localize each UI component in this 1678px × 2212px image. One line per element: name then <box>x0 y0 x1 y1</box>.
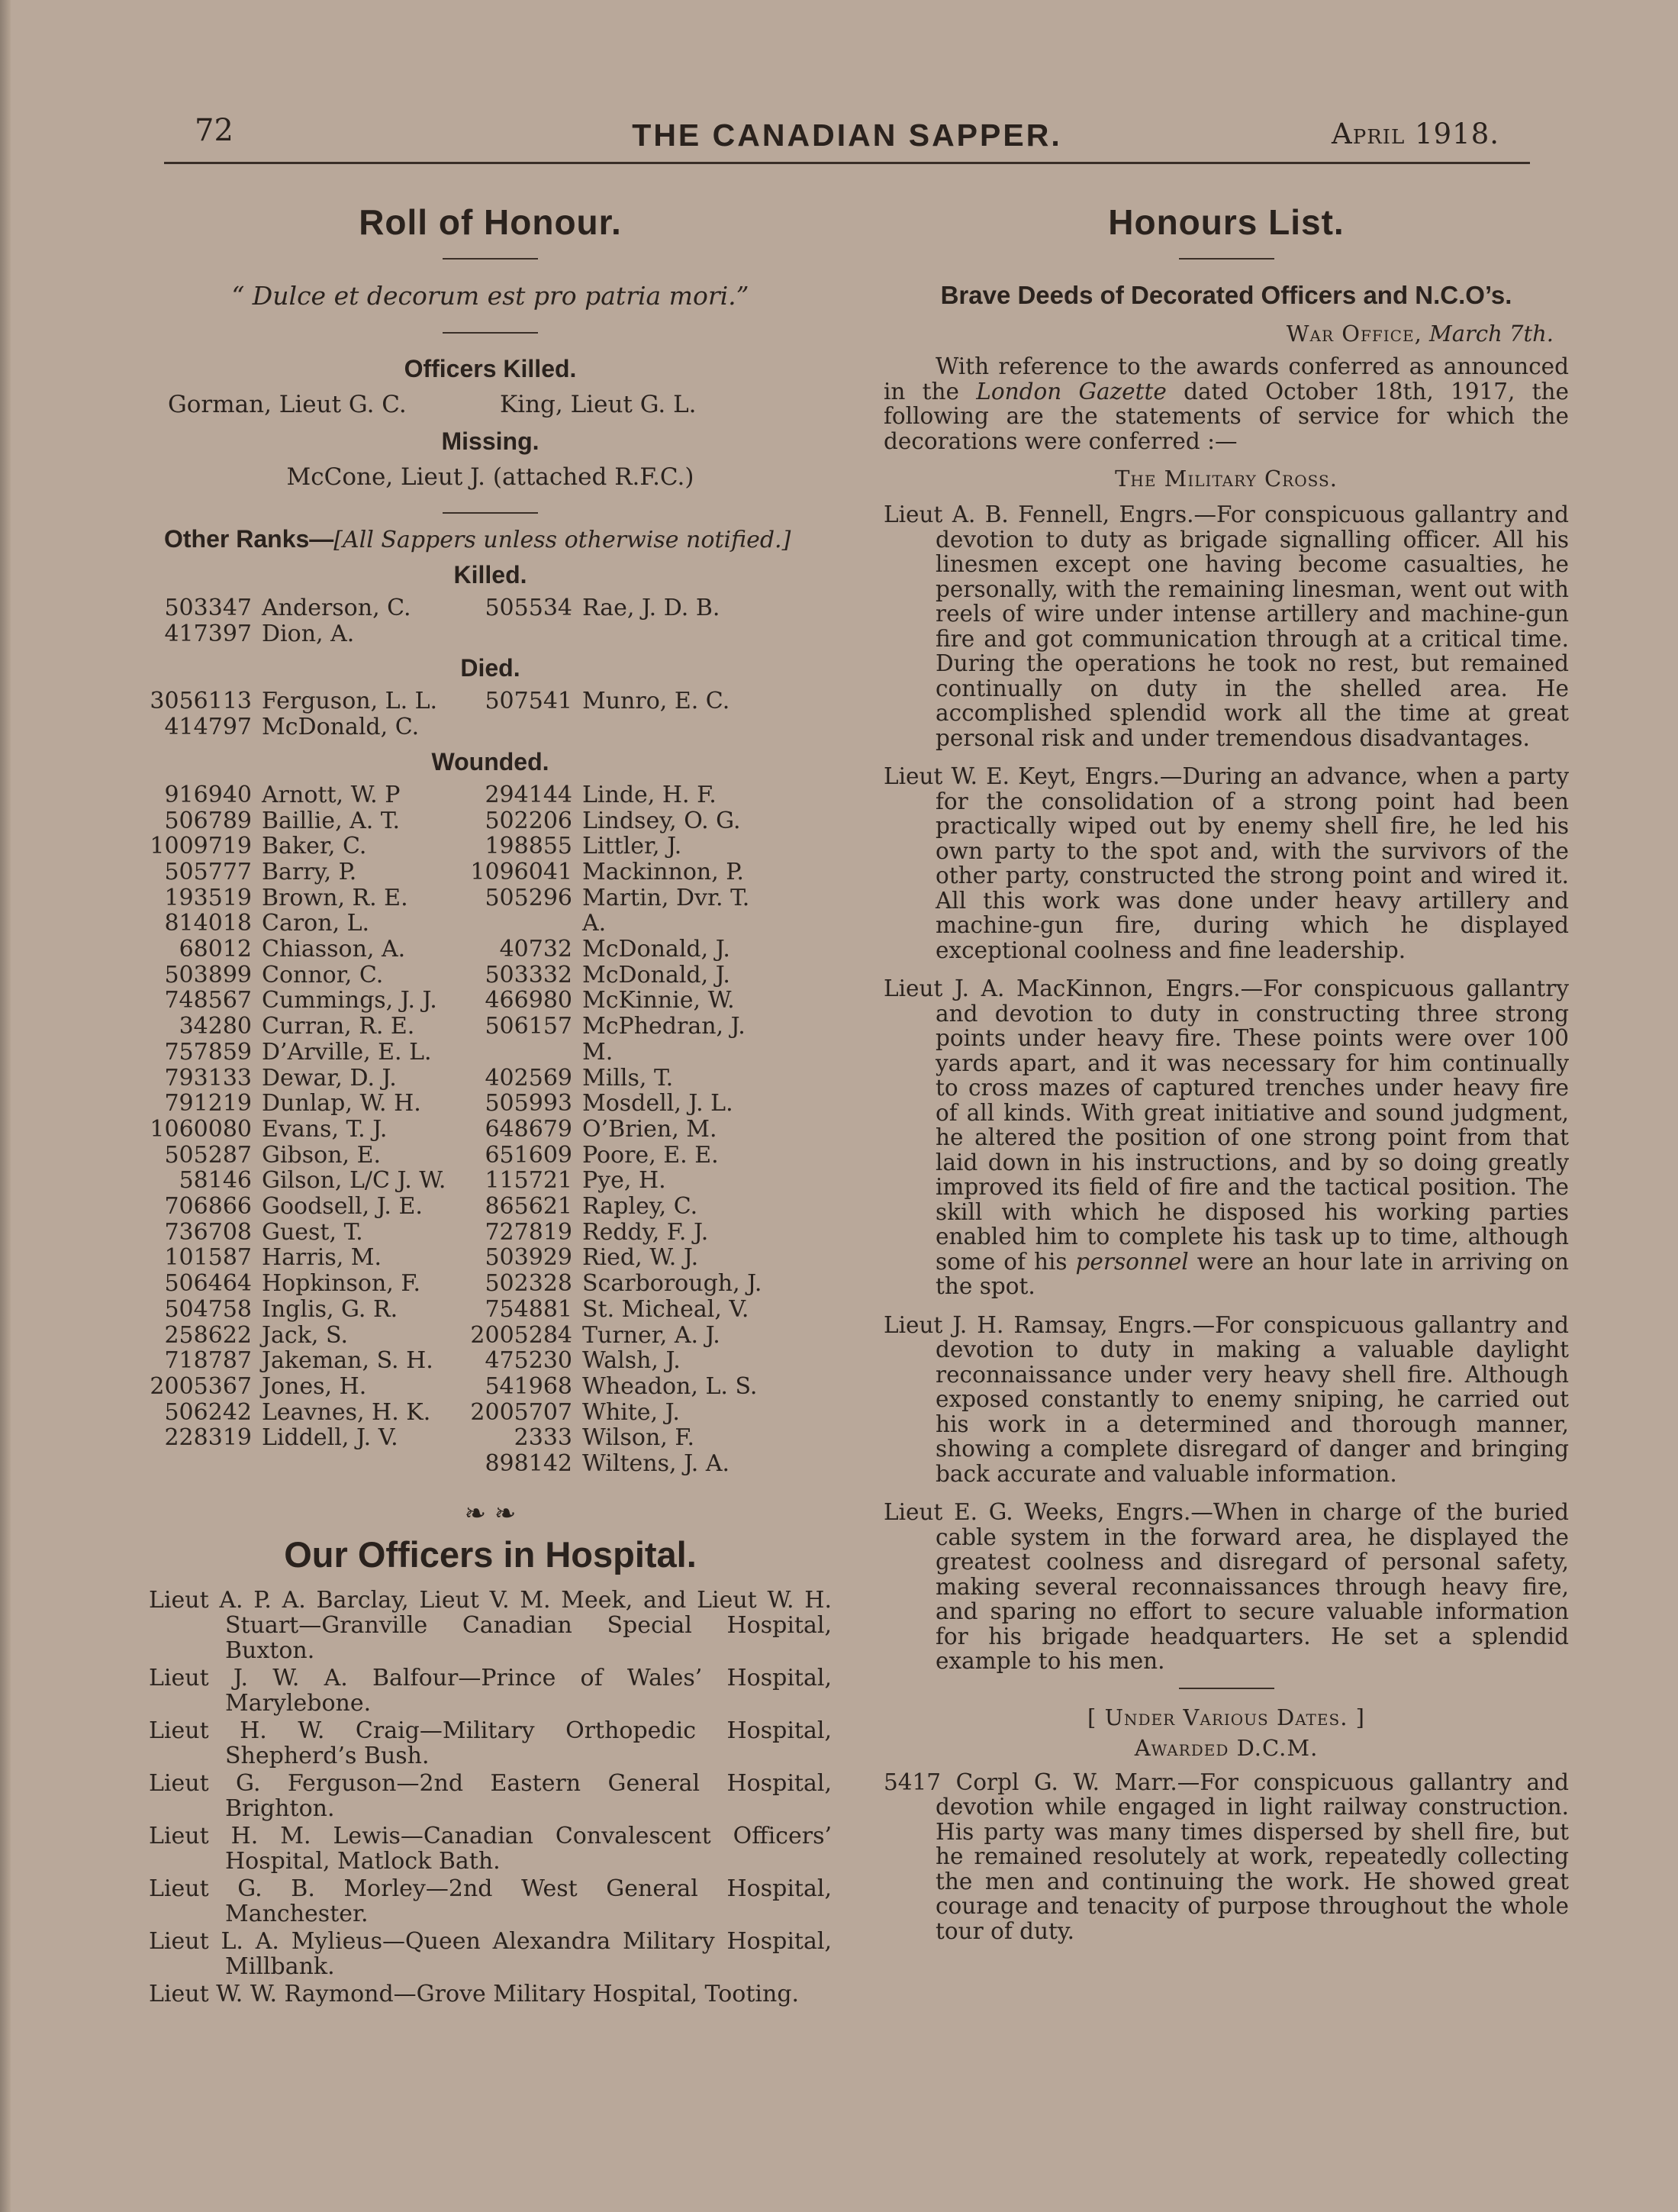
casualty-entry <box>149 1194 469 1220</box>
regimental-number: 791219 <box>164 1090 252 1117</box>
honours-list-title: Honours List. <box>1108 202 1345 242</box>
casualty-name: Guest, T. <box>262 1218 363 1246</box>
regimental-number: 505534 <box>485 595 572 621</box>
casualty-name: Arnott, W. P <box>262 781 401 808</box>
regimental-number: 865621 <box>485 1193 572 1220</box>
casualty-name: Cummings, J. J. <box>262 987 437 1014</box>
regimental-number: 40732 <box>499 936 572 963</box>
regimental-number: 417397 <box>164 620 252 647</box>
citation: Lieut W. E. Keyt, Engrs.—During an advance, when a party for the consolidation of a strong point had been practically wiped out by enemy shell fire, he led his own party to the spot and, with the survivors of the other party, constructed the strong point and wired it. All this work was done under heavy artillery and machine-gun fire, during which he displayed exceptional coolness and fine leadership. <box>884 763 1569 963</box>
casualty-name: Dunlap, W. H. <box>262 1090 421 1117</box>
regimental-number: 115721 <box>485 1167 572 1195</box>
died-list <box>149 688 832 740</box>
regimental-number: 898142 <box>485 1450 572 1478</box>
casualty-name: Jakeman, S. H. <box>262 1347 433 1375</box>
regimental-number: 506157 <box>485 1013 572 1040</box>
casualty-name: Reddy, F. J. <box>582 1218 709 1246</box>
regimental-number: 648679 <box>485 1115 572 1143</box>
wounded-list-left <box>149 782 469 1477</box>
regimental-number: 2005284 <box>470 1321 572 1349</box>
casualty-name: McDonald, C. <box>262 714 420 741</box>
regimental-number: 193519 <box>164 884 252 911</box>
casualty-name: Caron, L. <box>262 910 370 937</box>
casualty-name: Wheadon, L. S. <box>582 1372 758 1400</box>
regimental-number: 505287 <box>164 1141 252 1169</box>
casualty-entry <box>469 859 775 885</box>
war-office-date: March 7th. <box>1429 321 1554 347</box>
casualty-name: Anderson, C. <box>262 595 411 621</box>
regimental-number: 402569 <box>485 1064 572 1091</box>
regimental-number: 466980 <box>485 987 572 1014</box>
casualty-name: Littler, J. <box>582 833 682 860</box>
regimental-number: 1009719 <box>150 833 252 860</box>
casualty-name: Liddell, J. V. <box>262 1424 398 1452</box>
hospital-entry: Lieut A. P. A. Barclay, Lieut V. M. Meek, and Lieut W. H. Stuart—Granville Canadian Special Hospital, Buxton. <box>149 1586 832 1664</box>
casualty-entry <box>469 1245 775 1271</box>
regimental-number: 506464 <box>164 1270 252 1298</box>
casualty-entry <box>469 885 775 937</box>
regimental-number: 757859 <box>164 1038 252 1066</box>
regimental-number: 68012 <box>179 936 252 963</box>
casualty-entry <box>149 1271 469 1297</box>
regimental-number: 793133 <box>164 1064 252 1091</box>
casualty-entry <box>469 688 775 714</box>
casualty-name: McDonald, J. <box>582 961 730 988</box>
casualty-entry <box>469 1323 775 1349</box>
casualty-name: Jones, H. <box>262 1372 367 1400</box>
page-header <box>164 113 1530 164</box>
officers-killed-heading: Officers Killed. <box>404 355 577 382</box>
casualty-entry <box>469 1220 775 1246</box>
regimental-number: 503347 <box>164 595 252 621</box>
casualty-entry <box>149 1245 469 1271</box>
casualty-entry <box>469 1400 775 1426</box>
casualty-name: White, J. <box>582 1398 680 1426</box>
casualty-entry <box>149 937 469 963</box>
casualty-name: St. Micheal, V. <box>582 1295 749 1323</box>
casualty-entry <box>469 1451 775 1477</box>
citation-italic: personnel <box>1075 1248 1189 1275</box>
issue-date: April 1918. <box>1331 118 1499 150</box>
right-column <box>884 183 1569 1957</box>
casualty-name: Rae, J. D. B. <box>582 595 720 621</box>
brave-deeds-subtitle: Brave Deeds of Decorated Officers and N.C.O’s. <box>940 281 1512 309</box>
casualty-entry <box>469 1168 775 1194</box>
casualty-entry <box>149 1168 469 1194</box>
casualty-entry <box>149 859 469 885</box>
regimental-number: 651609 <box>485 1141 572 1169</box>
hospital-entry: Lieut J. W. A. Balfour—Prince of Wales’ Hospital, Marylebone. <box>149 1664 832 1717</box>
missing-heading: Missing. <box>441 427 539 455</box>
casualty-entry <box>149 1400 469 1426</box>
regimental-number: 475230 <box>485 1347 572 1375</box>
casualty-name: McDonald, J. <box>582 936 730 963</box>
officer-name: Gorman, Lieut G. C. <box>168 391 407 418</box>
casualty-name: O’Brien, M. <box>582 1115 717 1143</box>
regimental-number: 503929 <box>485 1244 572 1272</box>
casualty-name: D’Arville, E. L. <box>262 1038 432 1066</box>
citation: Lieut A. B. Fennell, Engrs.—For conspicuous gallantry and devotion to duty as brigade signalling officer. All his linesmen except one having become casualties, he personally, with the remaining linesman, went out with reels of wire under intense artillery and machine-gun fire and got communication through at a critical time. During the operations he took no rest, but remained continually on duty in the shelled area. He accomplished splendid work all the time at great personal risk and under tremendous disadvantages. <box>884 501 1569 751</box>
killed-list-right <box>469 595 775 647</box>
citation: 5417 Corpl G. W. Marr.—For conspicuous gallantry and devotion while engaged in light railway construction. His party was many times dispersed by shell fire, but he remained resolutely at work, repeatedly collecting the men and continuing the work. He showed great courage and tenacity of purpose throughout the whole tour of duty. <box>884 1769 1569 1944</box>
casualty-name: Ried, W. J. <box>582 1244 699 1272</box>
casualty-name: Baker, C. <box>262 833 367 860</box>
casualty-entry <box>469 1066 775 1091</box>
casualty-entry <box>469 1143 775 1169</box>
ornament-icon: ❧ ❧ <box>464 1498 517 1529</box>
casualty-name: Wilson, F. <box>582 1424 695 1452</box>
casualty-name: Gibson, E. <box>262 1141 382 1169</box>
regimental-number: 506242 <box>164 1398 252 1426</box>
hospital-entry: Lieut W. W. Raymond—Grove Military Hospital, Tooting. <box>149 1980 800 2007</box>
casualty-name: Scarborough, J. <box>582 1270 762 1298</box>
casualty-entry <box>149 1040 469 1066</box>
casualty-entry <box>149 963 469 988</box>
casualty-name: Inglis, G. R. <box>262 1295 398 1323</box>
casualty-name: Harris, M. <box>262 1244 382 1272</box>
regimental-number: 101587 <box>164 1244 252 1272</box>
casualty-name: Mackinnon, P. <box>582 858 744 885</box>
casualty-name: Gilson, L/C J. W. <box>262 1167 446 1195</box>
regimental-number: 2005707 <box>470 1398 572 1426</box>
regimental-number: 34280 <box>179 1013 252 1040</box>
casualty-entry <box>469 1194 775 1220</box>
casualty-entry <box>469 1425 775 1451</box>
casualty-name: Poore, E. E. <box>582 1141 719 1169</box>
casualty-entry <box>149 595 469 621</box>
died-list-left <box>149 688 469 740</box>
gazette-name: London Gazette <box>976 378 1167 405</box>
regimental-number: 754881 <box>485 1295 572 1323</box>
regimental-number: 736708 <box>164 1218 252 1246</box>
casualty-entry <box>149 1374 469 1400</box>
divider <box>1179 258 1274 260</box>
war-office-dateline <box>884 321 1554 347</box>
casualty-entry <box>149 911 469 937</box>
died-list-right <box>469 688 775 740</box>
casualty-entry <box>149 621 469 647</box>
casualty-entry <box>469 963 775 988</box>
casualty-name: Mills, T. <box>582 1064 674 1091</box>
casualty-entry <box>469 1297 775 1323</box>
killed-list-left <box>149 595 469 647</box>
regimental-number: 505296 <box>485 884 572 911</box>
casualty-name: McPhedran, J. M. <box>582 1013 746 1066</box>
intro-text: With reference to the awards conferred as announced in the <box>884 353 1569 405</box>
other-ranks-note: [All Sappers unless otherwise notified.] <box>333 527 791 553</box>
casualty-entry <box>149 1066 469 1091</box>
regimental-number: 1096041 <box>470 858 572 885</box>
casualty-entry <box>149 988 469 1014</box>
casualty-entry <box>149 1323 469 1349</box>
casualty-entry <box>149 1220 469 1246</box>
casualty-entry <box>149 1425 469 1451</box>
various-dates-heading: [ Under Various Dates. ] <box>1087 1704 1365 1730</box>
citation: Lieut J. H. Ramsay, Engrs.—For conspicuous gallantry and devotion to duty in making a valuable daylight reconnaissance under very heavy shell fire. Although exposed constantly to enemy sniping, he carried out his work in a determined and thorough manner, showing a complete disregard of danger and bringing back accurate and valuable information. <box>884 1311 1569 1487</box>
casualty-name: Baillie, A. T. <box>262 807 401 834</box>
casualty-name: Rapley, C. <box>582 1193 698 1220</box>
regimental-number: 718787 <box>164 1347 252 1375</box>
casualty-name: Linde, H. F. <box>582 781 717 808</box>
casualty-entry <box>469 808 775 834</box>
hospital-entry: Lieut H. W. Craig—Military Orthopedic Hospital, Shepherd’s Bush. <box>149 1717 832 1769</box>
roll-of-honour-title: Roll of Honour. <box>359 202 622 242</box>
casualty-name: Dewar, D. J. <box>262 1064 397 1091</box>
casualty-entry <box>469 988 775 1014</box>
casualty-entry <box>469 782 775 808</box>
hospital-entry: Lieut L. A. Mylieus—Queen Alexandra Military Hospital, Millbank. <box>149 1927 832 1980</box>
regimental-number: 414797 <box>164 714 252 741</box>
awarded-dcm-heading: Awarded D.C.M. <box>1134 1734 1319 1761</box>
regimental-number: 727819 <box>485 1218 572 1246</box>
regimental-number: 916940 <box>164 781 252 808</box>
casualty-entry <box>149 1014 469 1040</box>
hospital-entry: Lieut G. B. Morley—2nd West General Hospital, Manchester. <box>149 1875 832 1927</box>
casualty-name: Leavnes, H. K. <box>262 1398 431 1426</box>
casualty-entry <box>469 1271 775 1297</box>
page-edge <box>0 0 11 2212</box>
casualty-entry <box>149 808 469 834</box>
citation: Lieut E. G. Weeks, Engrs.—When in charge of the buried cable system in the forward area, he displayed the greatest coolness and disregard of personal safety, making several reconnaissances through heavy fire, and sparing no effort to secure valuable information for his brigade headquarters. He set a splendid example to his men. <box>884 1499 1569 1674</box>
casualty-entry <box>149 1091 469 1117</box>
regimental-number: 505993 <box>485 1090 572 1117</box>
casualty-entry <box>149 1297 469 1323</box>
officers-killed-list <box>149 389 832 420</box>
regimental-number: 507541 <box>485 688 572 715</box>
other-ranks-label: Other Ranks— <box>164 525 334 553</box>
regimental-number: 3056113 <box>150 688 252 715</box>
casualty-name: Mosdell, J. L. <box>582 1090 733 1117</box>
hospital-title: Our Officers in Hospital. <box>284 1533 697 1575</box>
page-number: 72 <box>195 113 234 148</box>
casualty-name: Brown, R. E. <box>262 884 408 911</box>
regimental-number: 2005367 <box>150 1372 252 1400</box>
regimental-number: 748567 <box>164 987 252 1014</box>
casualty-name: Hopkinson, F. <box>262 1270 421 1298</box>
casualty-entry <box>149 1117 469 1143</box>
casualty-entry <box>149 1143 469 1169</box>
casualty-name: Connor, C. <box>262 961 384 988</box>
casualty-name: Lindsey, O. G. <box>582 807 741 834</box>
casualty-entry <box>149 714 469 740</box>
citation <box>884 976 1569 1299</box>
casualty-name: Pye, H. <box>582 1167 666 1195</box>
casualty-entry <box>469 834 775 859</box>
regimental-number: 502206 <box>485 807 572 834</box>
missing-entry: McCone, Lieut J. (attached R.F.C.) <box>286 463 694 491</box>
regimental-number: 58146 <box>179 1167 252 1195</box>
casualty-entry <box>149 834 469 859</box>
regimental-number: 504758 <box>164 1295 252 1323</box>
wounded-list <box>149 782 832 1477</box>
casualty-entry <box>469 595 775 621</box>
casualty-name: Walsh, J. <box>582 1347 681 1375</box>
casualty-name: Goodsell, J. E. <box>262 1193 423 1220</box>
regimental-number: 258622 <box>164 1321 252 1349</box>
regimental-number: 198855 <box>485 833 572 860</box>
casualty-entry <box>469 1348 775 1374</box>
regimental-number: 503332 <box>485 961 572 988</box>
divider <box>443 512 538 514</box>
citation-text: Lieut J. A. MacKinnon, Engrs.—For conspicuous gallantry and devotion to duty in constructing three strong points under heavy fire. These points were over 100 yards apart, and it was necessary for him continually to cross mazes of captured trenches under heavy fire of all kinds. With great initiative and sound judgment, he altered the position of one strong point from that laid down in his instructions, and by so doing greatly improved its field of fire and the tactical position. The skill with which he disposed his working parties enabled him to complete his task up to time, although some of his <box>884 975 1569 1275</box>
regimental-number: 814018 <box>164 910 252 937</box>
other-ranks-heading <box>164 524 832 553</box>
divider <box>443 332 538 334</box>
casualty-entry <box>469 937 775 963</box>
casualty-entry <box>149 688 469 714</box>
casualty-name: Ferguson, L. L. <box>262 688 438 715</box>
casualty-entry <box>469 1374 775 1400</box>
killed-heading: Killed. <box>453 561 527 588</box>
regimental-number: 505777 <box>164 858 252 885</box>
casualty-name: Chiasson, A. <box>262 936 406 963</box>
regimental-number: 1060080 <box>150 1115 252 1143</box>
regimental-number: 294144 <box>485 781 572 808</box>
casualty-name: Martin, Dvr. T. A. <box>582 884 750 937</box>
regimental-number: 502328 <box>485 1270 572 1298</box>
divider <box>1179 1688 1274 1689</box>
casualty-name: Evans, T. J. <box>262 1115 388 1143</box>
wounded-list-right <box>469 782 775 1477</box>
honours-intro <box>884 354 1569 453</box>
casualty-name: Wiltens, J. A. <box>582 1450 730 1478</box>
regimental-number: 503899 <box>164 961 252 988</box>
casualty-entry <box>149 1348 469 1374</box>
officer-name: King, Lieut G. L. <box>500 391 697 418</box>
regimental-number: 541968 <box>485 1372 572 1400</box>
hospital-list <box>149 1588 832 2007</box>
military-cross-heading: The Military Cross. <box>1115 466 1338 492</box>
casualty-name: Jack, S. <box>262 1321 348 1349</box>
war-office-label: War Office, <box>1286 321 1422 347</box>
regimental-number: 2333 <box>514 1424 572 1452</box>
citation-text: were an hour late in arriving on the spot. <box>936 1248 1569 1299</box>
regimental-number: 506789 <box>164 807 252 834</box>
motto: “ Dulce et decorum est pro patria mori.” <box>231 281 749 311</box>
casualty-entry <box>469 1014 775 1065</box>
casualty-name: Turner, A. J. <box>582 1321 720 1349</box>
died-heading: Died. <box>460 654 520 682</box>
casualty-name: Dion, A. <box>262 620 355 647</box>
killed-list <box>149 595 832 647</box>
casualty-name: Barry, P. <box>262 858 357 885</box>
wounded-heading: Wounded. <box>431 747 549 775</box>
hospital-entry: Lieut H. M. Lewis—Canadian Convalescent Officers’ Hospital, Matlock Bath. <box>149 1822 832 1875</box>
regimental-number: 228319 <box>164 1424 252 1452</box>
hospital-entry: Lieut G. Ferguson—2nd Eastern General Hospital, Brighton. <box>149 1769 832 1822</box>
casualty-entry <box>149 885 469 911</box>
publication-title: THE CANADIAN SAPPER. <box>632 118 1062 153</box>
casualty-name: Curran, R. E. <box>262 1013 415 1040</box>
casualty-entry <box>469 1117 775 1143</box>
regimental-number: 706866 <box>164 1193 252 1220</box>
intro-text: dated October 18th, 1917, the following are the statements of service for which the decorations were conferred :— <box>884 378 1569 454</box>
casualty-entry <box>149 782 469 808</box>
casualty-name: McKinnie, W. <box>582 987 735 1014</box>
divider <box>443 258 538 260</box>
casualty-name: Munro, E. C. <box>582 688 730 715</box>
left-column <box>149 183 832 2009</box>
casualty-entry <box>469 1091 775 1117</box>
